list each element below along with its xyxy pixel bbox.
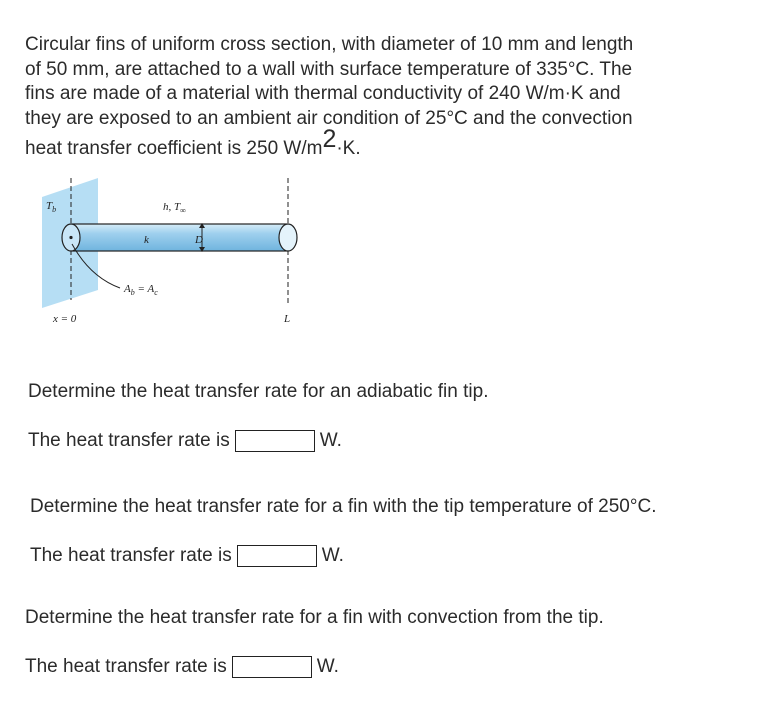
question-1-answer-row bbox=[28, 430, 342, 452]
area-label: $A_b = A_c$ bbox=[124, 283, 158, 297]
unit-label: W. bbox=[321, 545, 344, 566]
question-1-prompt: Determine the heat transfer rate for an adiabatic fin tip. bbox=[28, 381, 489, 402]
fin-rod bbox=[71, 224, 288, 251]
fin-diagram-svg bbox=[30, 172, 320, 332]
fin-tip-ellipse bbox=[279, 224, 297, 251]
length-label: L bbox=[284, 313, 291, 325]
answer-label: The heat transfer rate is bbox=[28, 430, 230, 451]
unit-label: W. bbox=[316, 656, 339, 677]
problem-statement bbox=[25, 33, 760, 162]
base-temp-label: $T_b$ bbox=[46, 200, 57, 214]
fin-diagram bbox=[30, 172, 320, 332]
answer-input-3[interactable] bbox=[232, 656, 312, 678]
question-3-answer-row bbox=[25, 656, 339, 678]
answer-input-1[interactable] bbox=[235, 430, 315, 452]
unit-label: W. bbox=[319, 430, 342, 451]
answer-input-2[interactable] bbox=[237, 545, 317, 567]
superscript: 2 bbox=[322, 125, 337, 153]
x0-label: x = 0 bbox=[53, 313, 77, 325]
answer-label: The heat transfer rate is bbox=[30, 545, 232, 566]
question-3-prompt: Determine the heat transfer rate for a fin with convection from the tip. bbox=[25, 607, 604, 628]
problem-line bbox=[25, 125, 760, 162]
question-2-answer-row bbox=[30, 545, 344, 567]
problem-line-text: heat transfer coefficient is 250 W/m bbox=[25, 138, 323, 159]
problem-line: of 50 mm, are attached to a wall with surface temperature of 335°C. The bbox=[25, 58, 633, 80]
answer-label: The heat transfer rate is bbox=[25, 656, 227, 677]
problem-line: they are exposed to an ambient air condition of 25°C and the convection bbox=[25, 107, 633, 129]
problem-line: Circular fins of uniform cross section, with diameter of 10 mm and length bbox=[25, 34, 634, 55]
base-center-dot bbox=[69, 236, 72, 239]
conductivity-label: k bbox=[144, 234, 149, 246]
diameter-label: D bbox=[195, 234, 203, 246]
problem-line-text: ·K. bbox=[336, 138, 361, 159]
problem-line: fins are made of a material with thermal conductivity of 240 W/m·K and bbox=[25, 83, 621, 104]
convection-label: h, $T_\infty$ bbox=[163, 201, 186, 215]
question-2-prompt: Determine the heat transfer rate for a fin with the tip temperature of 250°C. bbox=[30, 496, 657, 517]
